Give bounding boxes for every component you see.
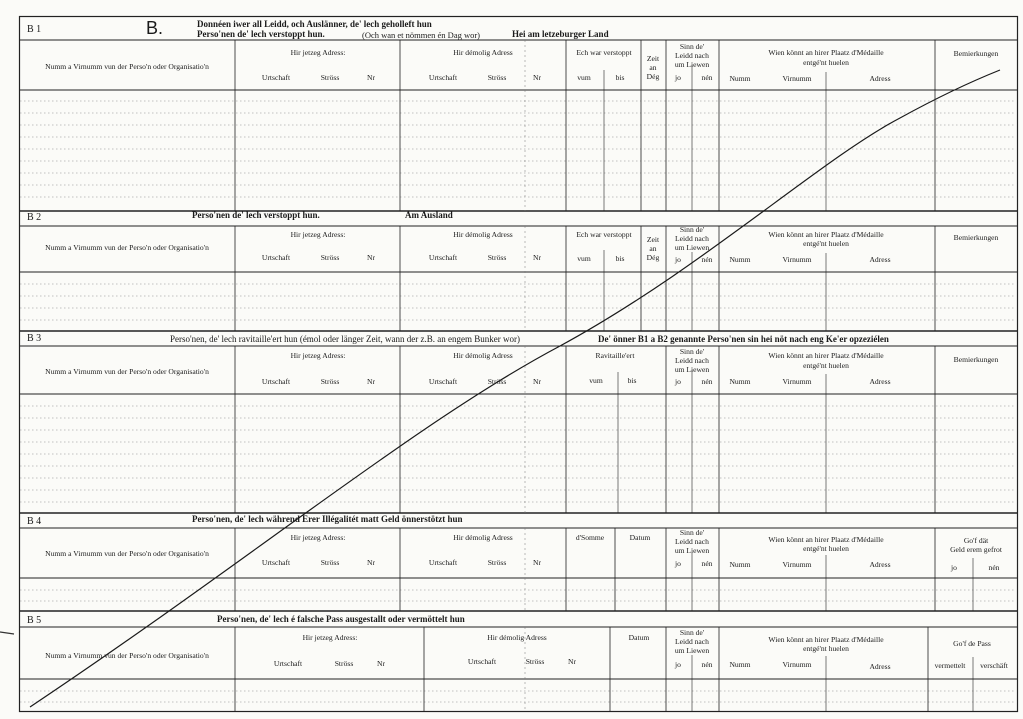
b2-col-medal-2: entgé'nt huelen [803,239,849,248]
b2-col-suffered-1: Sinn de' [679,225,705,234]
b4-col-first-name: Virnumm [782,560,812,569]
b1-col-street-2: Ströss [487,73,507,82]
b5-col-medal-1: Wien könnt an hirer Plaatz d'Médaille [768,635,884,644]
b5-col-medal-2: entgé'nt huelen [803,644,849,653]
b1-col-locality: Urtschaft [261,73,291,82]
b1-col-hidden: Ech war verstoppt [576,48,632,57]
b3-col-from: vum [589,376,603,385]
b2-col-time-1: Zeit [646,235,660,244]
b2-col-time-3: Dég [646,253,660,262]
b4-col-number: Nr [366,558,376,567]
b4-col-current-address: Hir jetzeg Adress: [290,533,346,542]
b2-col-street: Ströss [320,253,340,262]
b5-col-address: Adress [869,662,891,671]
b4-col-street: Ströss [320,558,340,567]
b3-title-note: De' önner B1 a B2 genannte Perso'nen sin hei nöt nach eng Ke'er opzeziélen [598,334,889,344]
b3-col-locality-2: Urtschaft [428,377,458,386]
b2-col-suffered-3: um Liewen [674,243,710,252]
b3-col-supplied: Ravitaille'ert [595,351,635,360]
b2-col-former-address: Hir démolig Adress [453,230,513,239]
b3-col-number: Nr [366,377,376,386]
b4-col-suffered-2: Leidd nach [675,537,709,546]
b4-col-former-address: Hir démolig Adress [453,533,513,542]
b1-col-locality-2: Urtschaft [428,73,458,82]
b4-col-street-2: Ströss [487,558,507,567]
b4-col-locality: Urtschaft [261,558,291,567]
b2-col-remarks: Bemierkungen [953,233,999,242]
b1-col-suffered-1: Sinn de' [679,42,705,51]
b4-col-money-no: nén [988,563,1000,572]
b1-col-street: Ströss [320,73,340,82]
b1-title-line2: Perso'nen de' lech verstoppt hun. [197,29,325,39]
b2-col-number-2: Nr [532,253,542,262]
b2-col-current-address: Hir jetzeg Adress: [290,230,346,239]
b4-col-medal-1: Wien könnt an hirer Plaatz d'Médaille [768,535,884,544]
b3-col-no: nén [701,377,713,386]
b2-col-from: vum [577,254,591,263]
b5-col-suffered-2: Leidd nach [675,637,709,646]
b3-col-number-2: Nr [532,377,542,386]
b5-col-former-address: Hir démolig Adress [487,633,547,642]
b2-col-address: Adress [869,255,891,264]
b2-col-no: nén [701,255,713,264]
b3-title: Perso'nen, de' lech ravitaille'ert hun (émol oder länger Zeit, wann der z.B. an engem Bunker wor) [170,334,520,344]
b1-col-address: Adress [869,74,891,83]
b3-col-yes: jo [675,377,681,386]
b4-col-medal-2: entgé'nt huelen [803,544,849,553]
b4-col-name: Numm a Virnumm vun der Perso'n oder Organisatio'n [45,549,209,558]
b5-col-no: nén [701,660,713,669]
b2-col-name: Numm a Virnumm vun der Perso'n oder Organisatio'n [45,243,209,252]
b5-col-locality: Urtschaft [273,659,303,668]
b4-col-address: Adress [869,560,891,569]
b5-col-suffered-1: Sinn de' [679,628,705,637]
b5-col-forged: verschäft [980,661,1008,670]
b2-col-yes: jo [675,255,681,264]
b5-col-last-name: Numm [729,660,751,669]
b1-title-note: (Och wan et nömmen én Dag wor) [362,30,481,40]
b2-col-street-2: Ströss [487,253,507,262]
section-label-b5: B 5 [27,615,42,626]
b3-col-former-address: Hir démolig Adress [453,351,513,360]
b1-col-from: vum [577,73,591,82]
b5-col-street: Ströss [334,659,354,668]
b4-col-money-2: Geld erem gefrot [950,545,1002,554]
b4-col-number-2: Nr [532,558,542,567]
b5-col-current-address: Hir jetzeg Adress: [302,633,358,642]
b3-col-medal-1: Wien könnt an hirer Plaatz d'Médaille [768,351,884,360]
b2-title: Perso'nen de' lech verstoppt hun. [192,210,320,220]
b5-col-number: Nr [376,659,386,668]
b4-col-locality-2: Urtschaft [428,558,458,567]
b5-col-number-2: Nr [567,657,577,666]
b5-col-issued: vermettelt [934,661,966,670]
b5-col-suffered-3: um Liewen [674,646,710,655]
b2-col-locality: Urtschaft [261,253,291,262]
b3-col-suffered-1: Sinn de' [679,347,705,356]
b5-col-yes: jo [675,660,681,669]
b1-col-yes: jo [675,73,681,82]
b2-col-last-name: Numm [729,255,751,264]
b1-col-medal-2: entgé'nt huelen [803,58,849,67]
section-label-b2: B 2 [27,212,42,223]
form-letter: B. [146,18,164,38]
b1-col-name: Numm a Virnumm vun der Perso'n oder Organisatio'n [45,62,209,71]
b1-col-current-address: Hir jetzeg Adress: [290,48,346,57]
b1-title-place: Hei am letzeburger Land [512,29,609,39]
b1-col-suffered-3: um Liewen [674,60,710,69]
b3-col-suffered-3: um Liewen [674,365,710,374]
b2-col-number: Nr [366,253,376,262]
b2-col-medal-1: Wien könnt an hirer Plaatz d'Médaille [768,230,884,239]
b4-col-last-name: Numm [729,560,751,569]
b3-col-remarks: Bemierkungen [953,355,999,364]
outer-frame [20,17,1018,712]
b5-title: Perso'nen, de' lech é falsche Pass ausgestallt oder vermöttelt hun [217,614,465,624]
section-label-b4: B 4 [27,516,42,527]
b1-title-line1: Donnéen iwer all Leidd, och Auslänner, de' lech geholleft hun [197,19,432,29]
b1-col-to: bis [615,73,625,82]
b1-col-number: Nr [366,73,376,82]
b4-col-sum: d'Somme [575,533,605,542]
b1-col-medal-1: Wien könnt an hirer Plaatz d'Médaille [768,48,884,57]
b5-col-locality-2: Urtschaft [467,657,497,666]
b1-col-time-1: Zeit [646,54,660,63]
b2-col-to: bis [615,254,625,263]
b2-col-locality-2: Urtschaft [428,253,458,262]
b3-col-medal-2: entgé'nt huelen [803,361,849,370]
b1-col-remarks: Bemierkungen [953,49,999,58]
section-label-b1: B 1 [27,24,42,35]
b1-col-suffered-2: Leidd nach [675,51,709,60]
b3-col-street: Ströss [320,377,340,386]
b2-col-time-2: an [649,244,657,253]
b4-col-money-1: Go'f dät [963,536,989,545]
b4-col-money-yes: jo [951,563,957,572]
margin-mark [0,632,14,634]
b1-col-time-2: an [649,63,657,72]
b5-col-street-2: Ströss [525,657,545,666]
b1-col-former-address: Hir démolig Adress [453,48,513,57]
b3-col-current-address: Hir jetzeg Adress: [290,351,346,360]
section-label-b3: B 3 [27,333,42,344]
b3-col-street-2: Ströss [487,377,507,386]
b3-col-locality: Urtschaft [261,377,291,386]
b1-col-last-name: Numm [729,74,751,83]
b2-col-first-name: Virnumm [782,255,812,264]
row-lines [20,101,1016,702]
b4-col-no: nén [701,559,713,568]
b5-col-name: Numm a Virnumm vun der Perso'n oder Organisatio'n [45,651,209,660]
b2-col-suffered-2: Leidd nach [675,234,709,243]
b4-col-suffered-1: Sinn de' [679,528,705,537]
b2-title-place: Am Ausland [405,210,453,220]
b1-col-first-name: Virnumm [782,74,812,83]
b3-col-name: Numm a Virnumm vun der Perso'n oder Organisatio'n [45,367,209,376]
b5-col-date: Datum [628,633,650,642]
b2-col-hidden: Ech war verstoppt [576,230,632,239]
b1-col-no: nén [701,73,713,82]
b3-col-last-name: Numm [729,377,751,386]
b3-col-first-name: Virnumm [782,377,812,386]
b4-col-date: Datum [629,533,651,542]
b3-col-address: Adress [869,377,891,386]
b1-col-time-3: Dég [646,72,660,81]
b3-col-to: bis [627,376,637,385]
b4-title: Perso'nen, de' lech während Erer Illégalitét matt Geld önnerstötzt hun [192,514,463,524]
b5-col-first-name: Virnumm [782,660,812,669]
b5-col-pass-given: Go'f de Pass [953,639,991,648]
b1-col-number-2: Nr [532,73,542,82]
b3-col-suffered-2: Leidd nach [675,356,709,365]
b4-col-yes: jo [675,559,681,568]
b4-col-suffered-3: um Liewen [674,546,710,555]
